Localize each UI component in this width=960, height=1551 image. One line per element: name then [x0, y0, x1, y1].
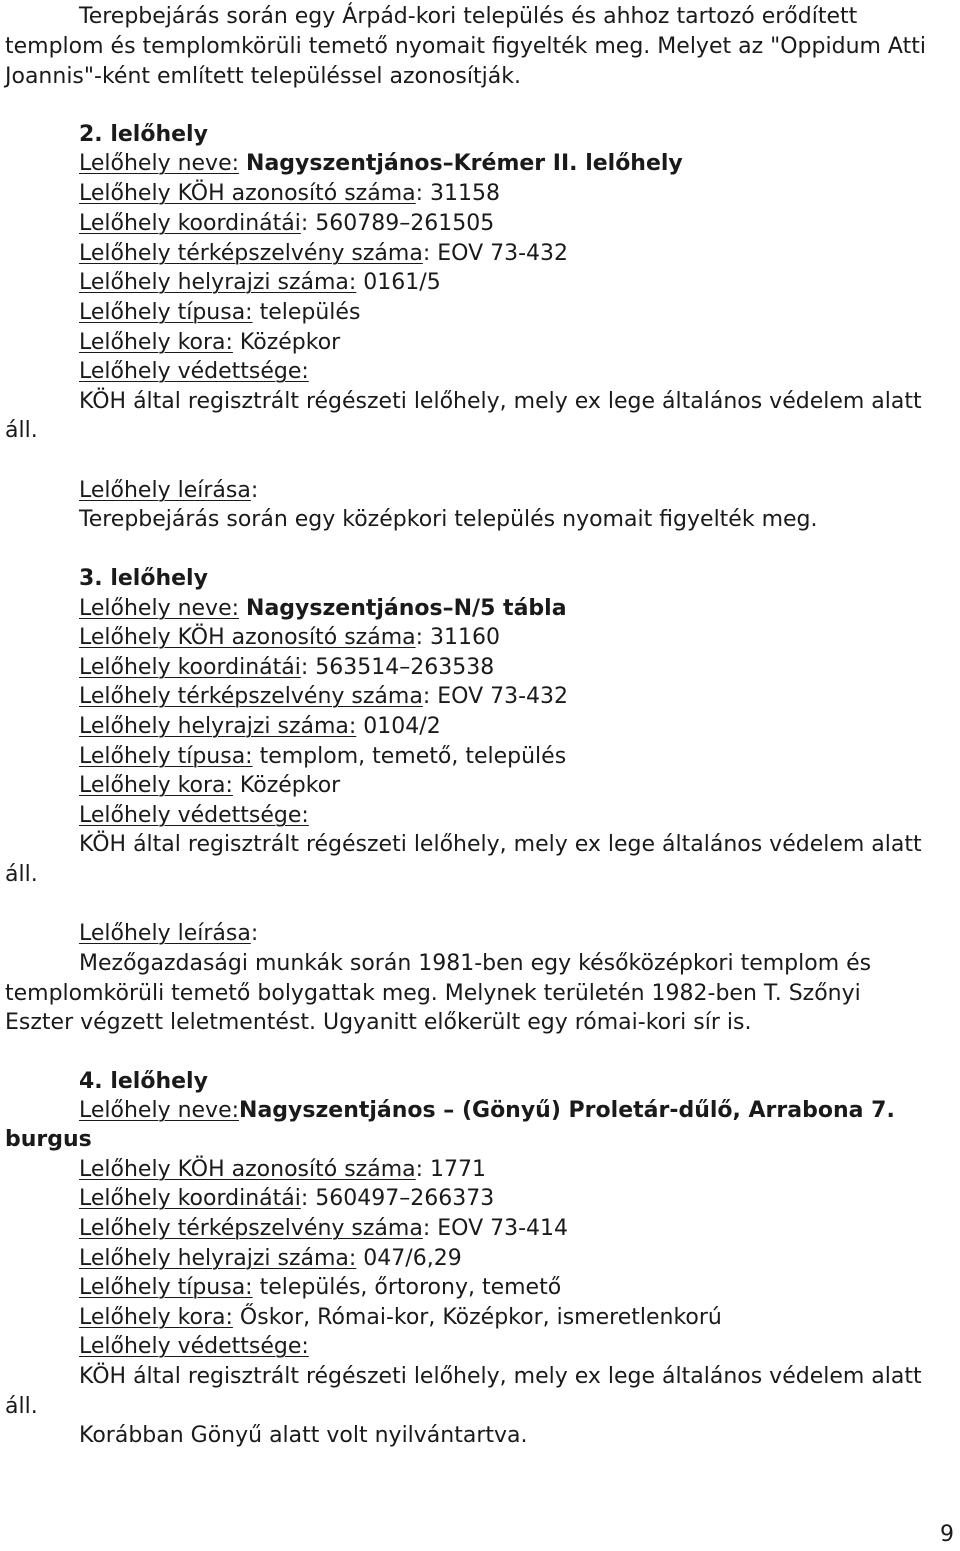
site2-parcel-row — [79, 268, 441, 298]
coord-label: Lelőhely koordinátái — [79, 1186, 301, 1211]
desc-label: Lelőhely leírása — [79, 478, 251, 503]
site2-protection-tail: áll. — [5, 418, 38, 443]
site2-name: Nagyszentjános–Krémer II. lelőhely — [246, 151, 683, 176]
map-label: Lelőhely térképszelvény száma — [79, 684, 423, 709]
site2-map-value: EOV 73-432 — [430, 241, 569, 266]
site4-heading: 4. lelőhely — [79, 1069, 208, 1094]
site4-type-row — [79, 1273, 561, 1303]
parcel-label: Lelőhely helyrajzi száma: — [79, 1246, 357, 1271]
site3-coord-value: 563514–263538 — [308, 655, 495, 680]
site3-desc-line-3: Eszter végzett leletmentést. Ugyanitt előkerült egy római-kori sír is. — [5, 1010, 752, 1035]
site4-protection-tail: áll. — [5, 1394, 38, 1419]
intro-line-2: templom és templomkörüli temető nyomait figyelték meg. Melyet az "Oppidum Atti — [5, 34, 926, 59]
site4-protection-text: KÖH által regisztrált régészeti lelőhely, mely ex lege általános védelem alatt — [79, 1364, 922, 1389]
site3-age-value: Középkor — [232, 773, 341, 798]
site3-type-row — [79, 742, 566, 772]
parcel-label: Lelőhely helyrajzi száma: — [79, 714, 357, 739]
site2-coord-row — [79, 209, 494, 239]
age-label: Lelőhely kora: — [79, 1305, 233, 1330]
name-label: Lelőhely neve: — [79, 596, 240, 621]
site3-parcel-value: 0104/2 — [356, 714, 441, 739]
protection-label: Lelőhely védettsége: — [79, 359, 309, 384]
site3-map-row — [79, 682, 568, 712]
site2-protection-text: KÖH által regisztrált régészeti lelőhely, mely ex lege általános védelem alatt — [79, 389, 922, 414]
colon: : — [415, 625, 424, 650]
colon: : — [422, 1216, 431, 1241]
type-label: Lelőhely típusa: — [79, 744, 253, 769]
site4-name-row — [79, 1096, 895, 1126]
protection-label: Lelőhely védettsége: — [79, 1334, 309, 1359]
site4-protection-label-row — [79, 1332, 309, 1362]
koh-label: Lelőhely KÖH azonosító száma — [79, 181, 416, 206]
site2-type-row — [79, 298, 360, 328]
coord-label: Lelőhely koordinátái — [79, 655, 301, 680]
site3-protection-tail: áll. — [5, 862, 38, 887]
koh-label: Lelőhely KÖH azonosító száma — [79, 1157, 416, 1182]
colon: : — [300, 655, 309, 680]
site3-desc-line-1: Mezőgazdasági munkák során 1981-ben egy későközépkori templom és — [79, 951, 872, 976]
colon: : — [422, 684, 431, 709]
site4-coord-value: 560497–266373 — [308, 1186, 495, 1211]
site2-age-value: Középkor — [232, 330, 341, 355]
site2-name-row — [79, 149, 683, 179]
site4-age-value: Őskor, Római-kor, Középkor, ismeretlenkorú — [232, 1305, 722, 1330]
site4-age-row — [79, 1303, 722, 1333]
site4-koh-row — [79, 1155, 486, 1185]
site2-map-row — [79, 239, 568, 269]
site4-parcel-row — [79, 1244, 462, 1274]
site3-type-value: templom, temető, település — [252, 744, 567, 769]
site3-protection-label-row — [79, 801, 309, 831]
site3-koh-row — [79, 623, 500, 653]
site2-desc-label-row — [79, 476, 258, 506]
site4-map-value: EOV 73-414 — [430, 1216, 569, 1241]
coord-label: Lelőhely koordinátái — [79, 211, 301, 236]
site2-coord-value: 560789–261505 — [308, 211, 495, 236]
site3-protection-text: KÖH által regisztrált régészeti lelőhely, mely ex lege általános védelem alatt — [79, 832, 922, 857]
site3-desc-line-2: templomkörüli temető bolygattak meg. Melynek területén 1982-ben T. Szőnyi — [5, 981, 861, 1006]
colon: : — [300, 211, 309, 236]
colon: : — [415, 181, 424, 206]
map-label: Lelőhely térképszelvény száma — [79, 1216, 423, 1241]
site2-age-row — [79, 328, 340, 358]
colon: : — [250, 921, 259, 946]
desc-label: Lelőhely leírása — [79, 921, 251, 946]
site4-map-row — [79, 1214, 568, 1244]
site3-coord-row — [79, 653, 494, 683]
type-label: Lelőhely típusa: — [79, 1275, 253, 1300]
colon: : — [415, 1157, 424, 1182]
site4-koh-value: 1771 — [423, 1157, 487, 1182]
site3-koh-value: 31160 — [423, 625, 501, 650]
site3-map-value: EOV 73-432 — [430, 684, 569, 709]
intro-line-1: Terepbejárás során egy Árpád-kori település és ahhoz tartozó erődített — [79, 4, 858, 29]
colon: : — [250, 478, 259, 503]
intro-line-3: Joannis"-ként említett településsel azonosítják. — [5, 64, 521, 89]
site2-parcel-value: 0161/5 — [356, 270, 441, 295]
site3-parcel-row — [79, 712, 441, 742]
site4-name-continuation: burgus — [5, 1127, 92, 1152]
site4-coord-row — [79, 1184, 494, 1214]
colon: : — [422, 241, 431, 266]
site2-protection-label-row — [79, 357, 309, 387]
name-label: Lelőhely neve: — [79, 151, 240, 176]
site4-parcel-value: 047/6,29 — [356, 1246, 462, 1271]
site4-name: Nagyszentjános – (Gönyű) Proletár-dűlő, Arrabona 7. — [239, 1098, 895, 1123]
site3-age-row — [79, 771, 340, 801]
colon: : — [300, 1186, 309, 1211]
age-label: Lelőhely kora: — [79, 773, 233, 798]
site3-desc-label-row — [79, 919, 258, 949]
site3-name: Nagyszentjános–N/5 tábla — [246, 596, 567, 621]
site4-note: Korábban Gönyű alatt volt nyilvántartva. — [79, 1423, 528, 1448]
parcel-label: Lelőhely helyrajzi száma: — [79, 270, 357, 295]
site2-desc: Terepbejárás során egy középkori település nyomait figyelték meg. — [79, 507, 818, 532]
site2-heading: 2. lelőhely — [79, 122, 208, 147]
map-label: Lelőhely térképszelvény száma — [79, 241, 423, 266]
age-label: Lelőhely kora: — [79, 330, 233, 355]
site3-heading: 3. lelőhely — [79, 566, 208, 591]
type-label: Lelőhely típusa: — [79, 300, 253, 325]
site2-koh-row — [79, 179, 500, 209]
site3-name-row — [79, 594, 567, 624]
site2-koh-value: 31158 — [423, 181, 501, 206]
site4-type-value: település, őrtorony, temető — [252, 1275, 562, 1300]
page-number: 9 — [940, 1522, 954, 1547]
name-label: Lelőhely neve: — [79, 1098, 240, 1123]
koh-label: Lelőhely KÖH azonosító száma — [79, 625, 416, 650]
site2-type-value: település — [252, 300, 361, 325]
protection-label: Lelőhely védettsége: — [79, 803, 309, 828]
